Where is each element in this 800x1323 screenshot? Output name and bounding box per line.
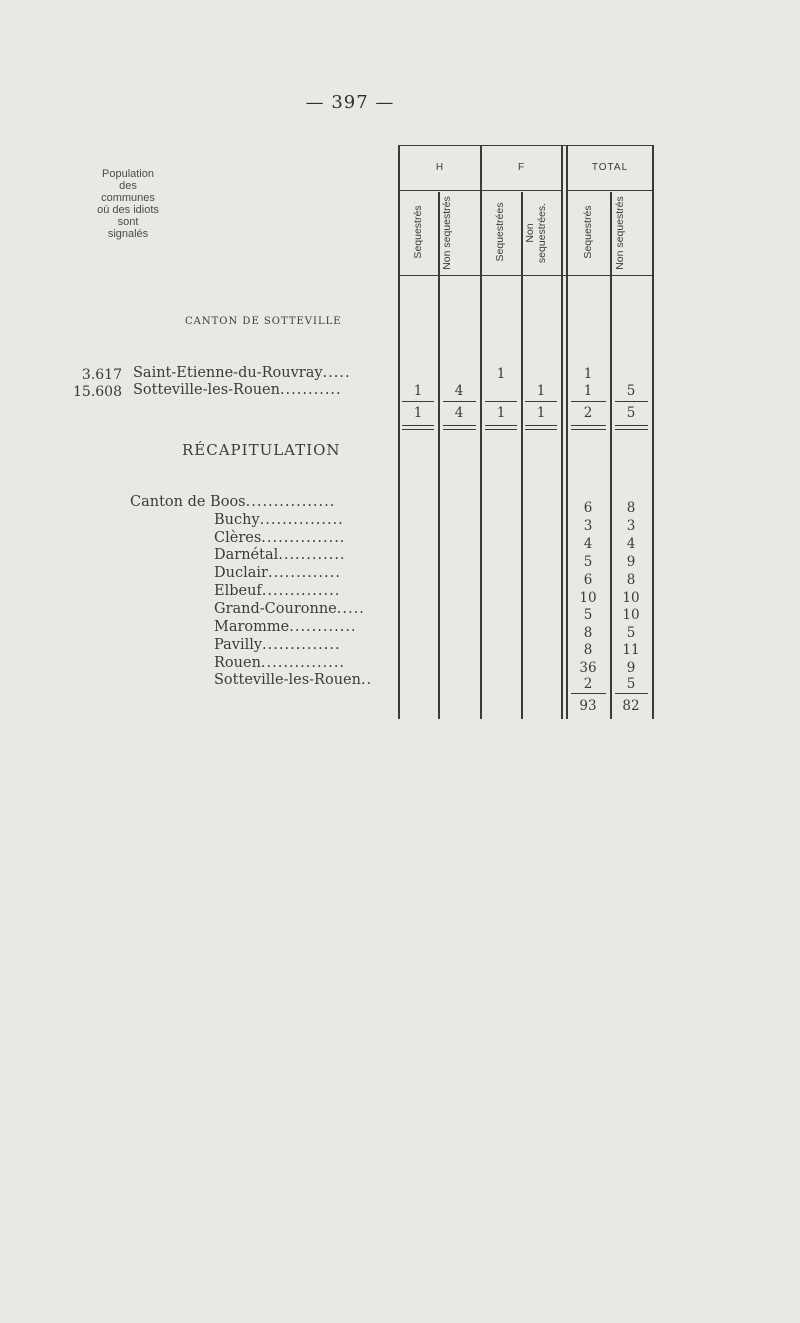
rule xyxy=(438,192,440,719)
cell: 1 xyxy=(583,366,593,382)
cell: 4 xyxy=(583,536,593,552)
commune-label: Sotteville-les-Rouen xyxy=(133,382,280,398)
rule xyxy=(571,401,606,402)
list-item xyxy=(130,494,335,510)
list-item xyxy=(214,655,345,671)
rule xyxy=(571,425,606,426)
canton-label: Pavilly xyxy=(214,637,263,653)
cell: 8 xyxy=(626,500,636,516)
cell: 10 xyxy=(622,590,640,606)
canton-label: Rouen xyxy=(214,655,261,671)
rule xyxy=(443,425,476,426)
list-item xyxy=(214,601,365,617)
cell: 10 xyxy=(579,590,597,606)
rule xyxy=(571,693,606,694)
cell: 5 xyxy=(626,676,636,692)
population-header-line: Population xyxy=(102,168,154,180)
rule xyxy=(525,425,557,426)
leader-dots: ..... xyxy=(322,365,351,381)
cell: 5 xyxy=(626,625,636,641)
leader-dots: .............. xyxy=(262,637,341,653)
rule xyxy=(398,275,654,276)
total-cell: 2 xyxy=(583,405,593,421)
cell: 5 xyxy=(583,554,593,570)
page-number: — 397 — xyxy=(305,92,395,113)
total-cell: 1 xyxy=(496,405,506,421)
commune-label: Saint-Etienne-du-Rouvray xyxy=(133,365,323,381)
rule xyxy=(568,190,652,191)
rule xyxy=(443,429,476,430)
canton-label: Elbeuf xyxy=(214,583,262,599)
leader-dots: ............... xyxy=(261,530,346,546)
leader-dots: ............... xyxy=(260,655,346,671)
commune-name xyxy=(133,365,351,381)
rule xyxy=(561,145,563,719)
population-value: 3.617 xyxy=(81,367,122,383)
list-item xyxy=(214,565,341,581)
cell: 9 xyxy=(626,660,636,676)
rule xyxy=(615,429,648,430)
leader-dots: ............... xyxy=(259,512,344,528)
total-cell: 93 xyxy=(579,698,597,714)
cell: 1 xyxy=(496,366,506,382)
population-header-line: sont xyxy=(117,216,139,228)
cell: 6 xyxy=(583,500,593,516)
list-item xyxy=(214,583,340,599)
cell: 1 xyxy=(536,383,546,399)
canton-label: Clères xyxy=(214,530,262,546)
cell: 8 xyxy=(583,625,593,641)
cell: 8 xyxy=(626,572,636,588)
group-header-total: TOTAL xyxy=(591,162,629,173)
cell: 4 xyxy=(626,536,636,552)
column-header-f-sequestrees: Sequestrées xyxy=(494,202,506,262)
rule xyxy=(402,425,434,426)
canton-label: Duclair xyxy=(214,565,268,581)
rule xyxy=(480,145,482,719)
list-item xyxy=(214,619,357,635)
canton-label: Buchy xyxy=(214,512,260,528)
total-cell: 5 xyxy=(626,405,636,421)
column-header-h-non-sequestres: Non sequestrés xyxy=(441,196,453,270)
population-header-line: des xyxy=(119,180,137,192)
cell: 4 xyxy=(454,383,464,399)
canton-title: CANTON DE SOTTEVILLE xyxy=(185,316,342,327)
canton-label: Darnétal xyxy=(214,547,279,563)
rule xyxy=(398,145,400,719)
cell: 1 xyxy=(583,383,593,399)
column-header-h-sequestres: Sequestrés xyxy=(412,205,424,259)
rule xyxy=(525,429,557,430)
total-cell: 1 xyxy=(413,405,423,421)
recap-title: RÉCAPITULATION xyxy=(182,441,341,459)
canton-label: Canton de Boos xyxy=(130,494,246,510)
cell: 5 xyxy=(626,383,636,399)
leader-dots: ..... xyxy=(336,601,365,617)
canton-label: Sotteville-les-Rouen xyxy=(214,672,361,688)
population-value: 15.608 xyxy=(73,384,122,400)
rule xyxy=(525,401,557,402)
rule xyxy=(398,145,654,146)
group-header-h: H xyxy=(435,162,445,173)
canton-label: Grand-Couronne xyxy=(214,601,337,617)
total-cell: 82 xyxy=(622,698,640,714)
rule xyxy=(443,401,476,402)
rule xyxy=(615,401,648,402)
rule xyxy=(521,192,523,719)
rule xyxy=(652,145,654,719)
rule xyxy=(571,429,606,430)
cell: 5 xyxy=(583,607,593,623)
cell: 2 xyxy=(583,676,593,692)
list-item xyxy=(214,637,341,653)
rule xyxy=(485,401,517,402)
leader-dots: ........... xyxy=(279,382,342,398)
leader-dots: ............. xyxy=(267,565,341,581)
list-item xyxy=(214,530,345,546)
cell: 10 xyxy=(622,607,640,623)
column-header-total-non-sequestres: Non sequestrés xyxy=(614,196,626,270)
leader-dots: ................ xyxy=(245,494,336,510)
group-header-f: F xyxy=(517,162,526,173)
population-header-line: communes xyxy=(101,192,155,204)
leader-dots: .............. xyxy=(261,583,341,599)
list-item xyxy=(214,672,372,688)
total-cell: 1 xyxy=(536,405,546,421)
rule xyxy=(485,429,517,430)
commune-name xyxy=(133,382,342,398)
cell: 9 xyxy=(626,554,636,570)
leader-dots: .. xyxy=(360,672,373,688)
rule xyxy=(402,429,434,430)
rule xyxy=(615,693,648,694)
list-item xyxy=(214,547,346,563)
list-item xyxy=(214,512,344,528)
canton-label: Maromme xyxy=(214,619,290,635)
leader-dots: ............ xyxy=(289,619,357,635)
rule xyxy=(485,425,517,426)
population-header-line: où des idiots xyxy=(97,204,159,216)
column-header-f-non-sequestrees: Non sequestrées. xyxy=(524,202,548,264)
leader-dots: ............ xyxy=(278,547,346,563)
cell: 1 xyxy=(413,383,423,399)
total-cell: 4 xyxy=(454,405,464,421)
cell: 6 xyxy=(583,572,593,588)
cell: 3 xyxy=(583,518,593,534)
rule xyxy=(402,401,434,402)
cell: 36 xyxy=(579,660,597,676)
cell: 3 xyxy=(626,518,636,534)
column-header-total-sequestres: Sequestrés xyxy=(582,205,594,259)
cell: 8 xyxy=(583,642,593,658)
population-column-header xyxy=(78,168,178,240)
cell: 11 xyxy=(622,642,640,658)
rule xyxy=(615,425,648,426)
population-header-line: signalés xyxy=(107,228,149,240)
